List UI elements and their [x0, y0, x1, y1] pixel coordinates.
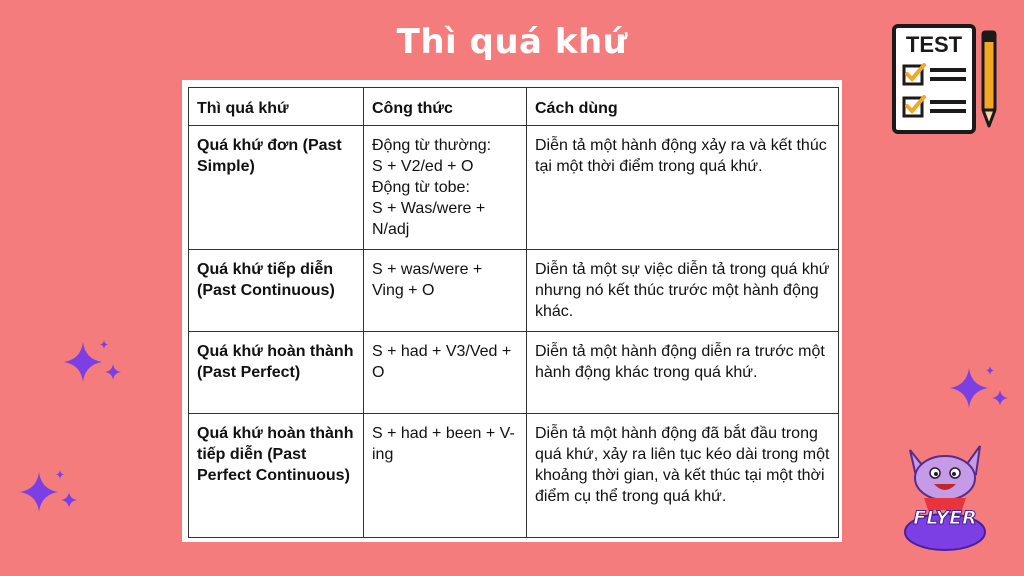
tense-table [188, 87, 839, 538]
table-row [189, 126, 839, 250]
formula-cell [364, 126, 527, 250]
tense-name-cell: Quá khứ tiếp diễn (Past Continuous) [189, 250, 364, 332]
page-title: Thì quá khứ [396, 22, 628, 62]
table-row [189, 414, 839, 538]
flyer-mascot-icon [896, 440, 994, 552]
test-checklist-icon [888, 22, 1003, 137]
sparkle-icon [944, 364, 1014, 414]
formula-line: S + V2/ed + O [372, 158, 474, 175]
table-row [189, 332, 839, 414]
column-header-formula: Công thức [364, 88, 527, 126]
tense-name-cell: Quá khứ hoàn thành (Past Perfect) [189, 332, 364, 414]
tense-name-cell: Quá khứ hoàn thành tiếp diễn (Past Perfect Continuous) [189, 414, 364, 538]
table-header-row [189, 88, 839, 126]
usage-cell: Diễn tả một hành động xảy ra và kết thúc tại một thời điểm trong quá khứ. [527, 126, 839, 250]
test-label: TEST [905, 32, 963, 57]
formula-cell [364, 332, 527, 414]
formula-cell [364, 250, 527, 332]
formula-line: Động từ tobe: [372, 179, 470, 196]
column-header-tense: Thì quá khứ [189, 88, 364, 126]
formula-line: S + had + been + V-ing [372, 425, 515, 463]
sparkle-icon [14, 468, 84, 518]
usage-cell: Diễn tả một sự việc diễn tả trong quá khứ nhưng nó kết thúc trước một hành động khác. [527, 250, 839, 332]
formula-line: S + had + V3/Ved + O [372, 343, 512, 381]
formula-line: S + Was/were + N/adj [372, 200, 486, 238]
formula-line: S + was/were + Ving + O [372, 261, 483, 299]
formula-cell [364, 414, 527, 538]
pencil-icon [983, 32, 995, 126]
tense-table-card [182, 80, 842, 542]
tense-name-cell: Quá khứ đơn (Past Simple) [189, 126, 364, 250]
table-row [189, 250, 839, 332]
mascot-label: FLYER [913, 507, 977, 529]
column-header-usage: Cách dùng [527, 88, 839, 126]
usage-cell: Diễn tả một hành động đã bắt đầu trong quá khứ, xảy ra liên tục kéo dài trong một khoảng thời gian, và kết thúc tại một thời điểm cụ thể trong quá khứ. [527, 414, 839, 538]
usage-cell: Diễn tả một hành động diễn ra trước một hành động khác trong quá khứ. [527, 332, 839, 414]
sparkle-icon [58, 338, 128, 388]
formula-line: Động từ thường: [372, 137, 492, 154]
